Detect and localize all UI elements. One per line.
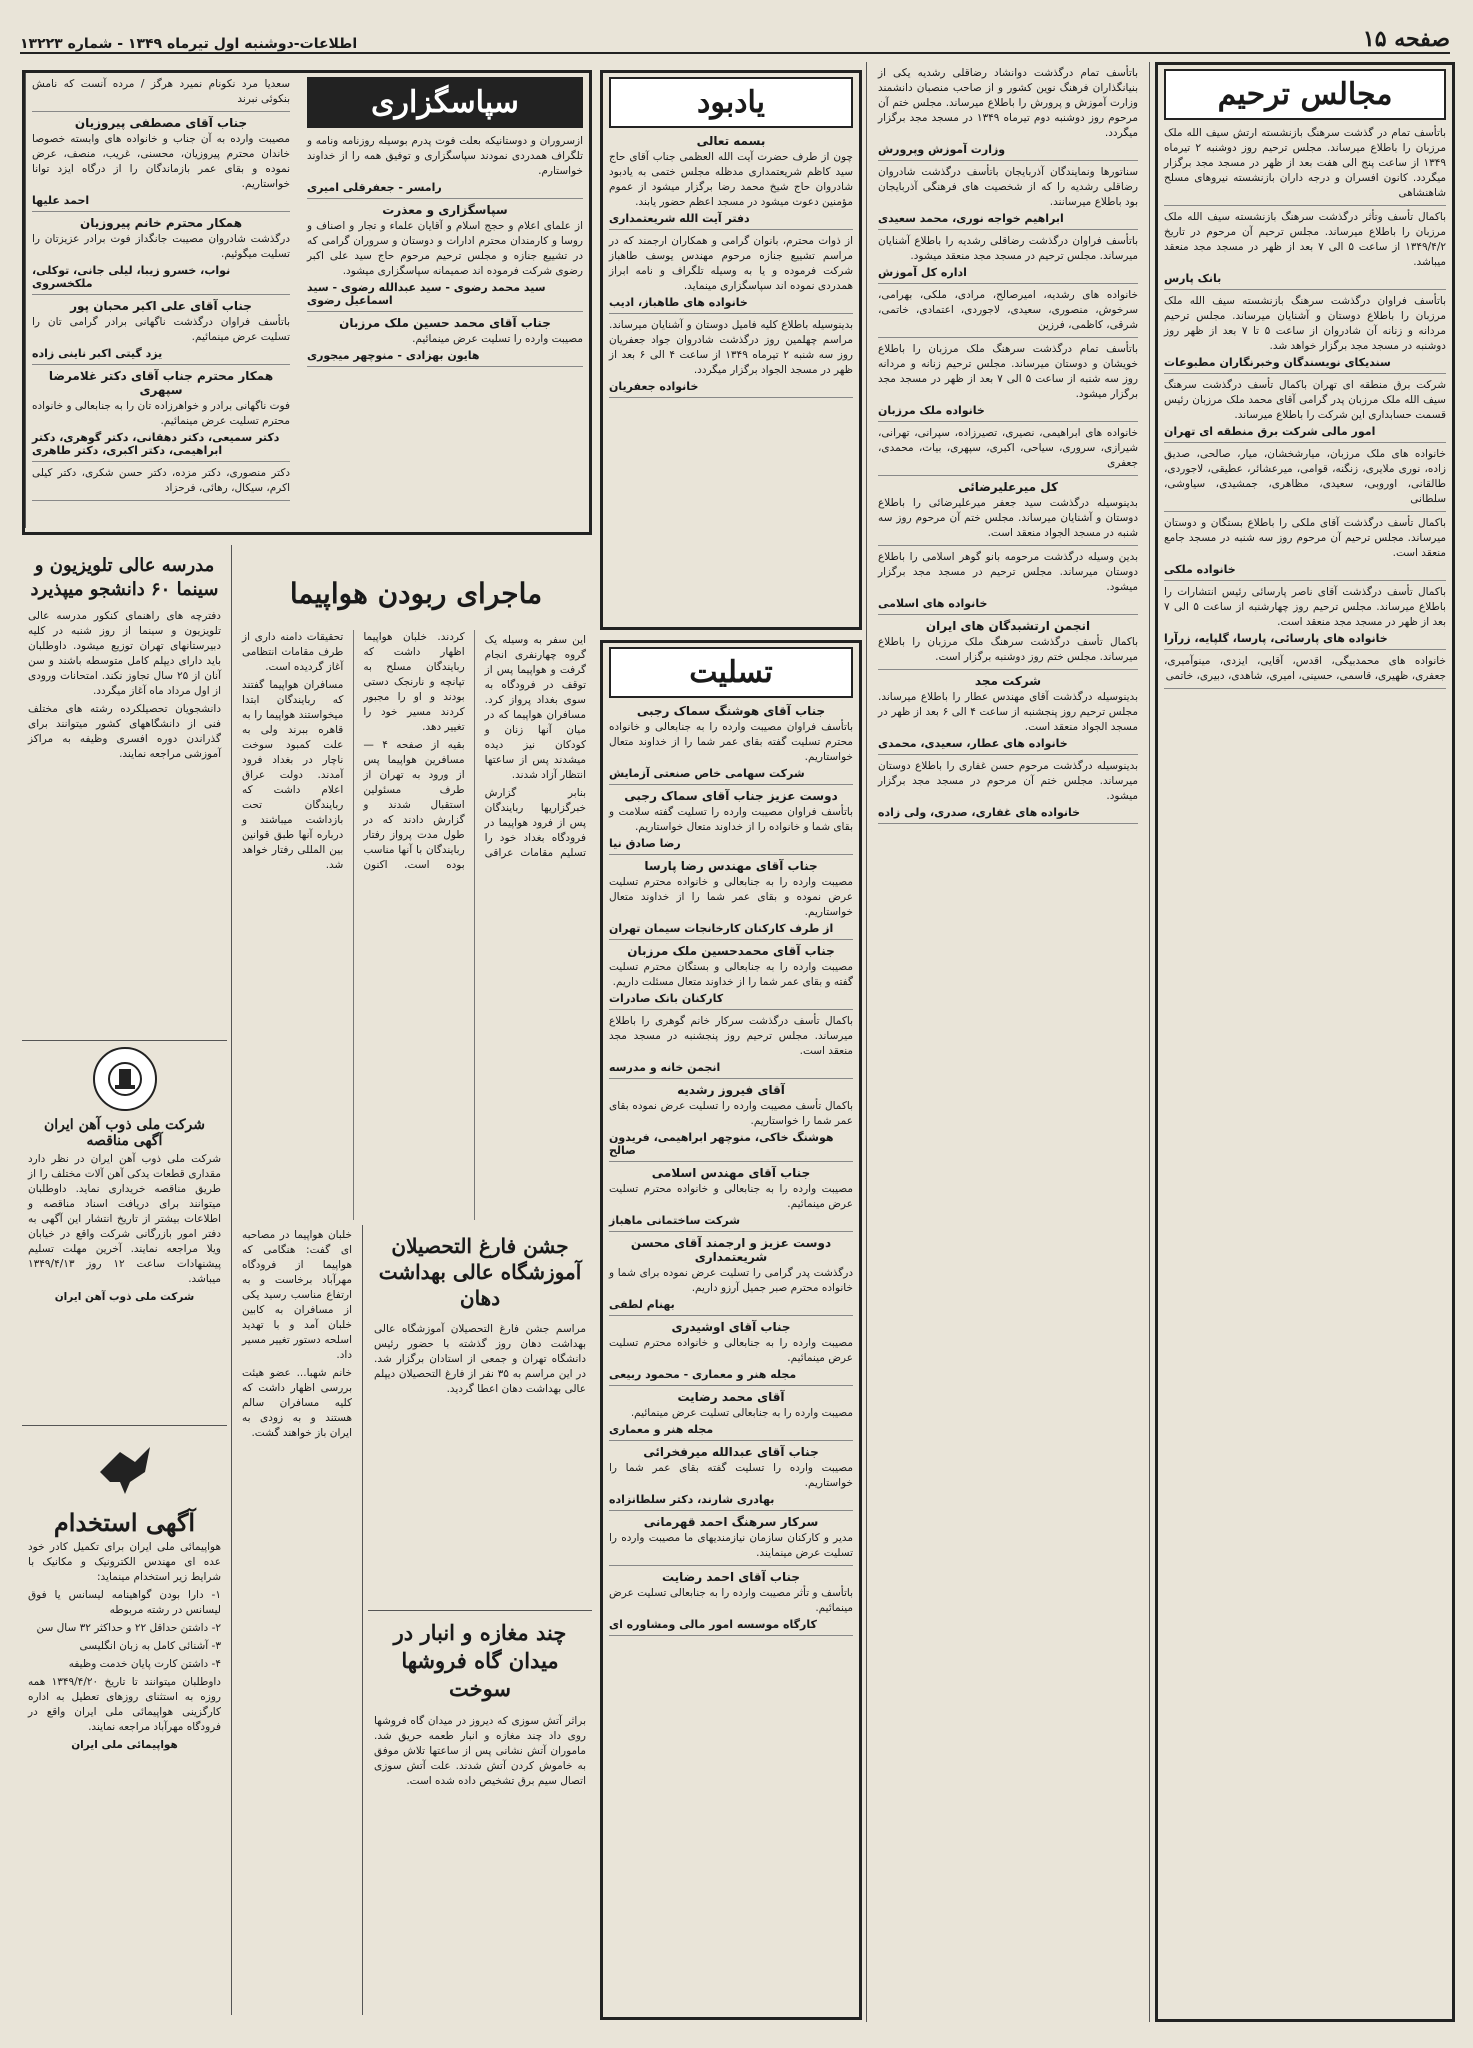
notice-title: سپاسگزاری و معذرت (382, 203, 508, 217)
notice-title: کل میرعلیرضائی (958, 480, 1058, 494)
notice-body: باکمال تأسف درگذشت آقای ملکی را باطلاع بستگان و دوستان میرساند. مجلس ترحیم آن مرحوم روز سه شنبه در مسجد جامع منعقد است. (1164, 517, 1446, 559)
notice-title: سرکار سرهنگ احمد قهرمانی (643, 1515, 819, 1529)
section-header-sepasgozari: سپاسگزاری (307, 77, 583, 128)
notice (609, 859, 853, 940)
notice-body: باکمال تأسف درگذشت سرهنگ ملک مرزبان را باطلاع میرساند. مجلس ختم روز دوشنبه برگزار است. (878, 636, 1138, 663)
notice-title: جناب آقای مهندس اسلامی (651, 1166, 811, 1180)
notice (307, 134, 583, 199)
notice-body: سعدیا مرد نکونام نمیرد هرگز / مرده آنست که نامش بنکوئی نبرند (32, 78, 290, 105)
notice (878, 234, 1138, 284)
column-4 (25, 73, 296, 528)
notice (878, 342, 1138, 422)
notice-body: باکمال تأسف درگذشت آقای ناصر پارسائی رئیس انتشارات را باطلاع میرساند. مجلس ترحیم روز چهارشنبه از ساعت ۵ الی ۷ بعد از ظهر در مسجد مجد منعقد است. (1164, 586, 1446, 628)
hire-headline: آگهی استخدام (53, 1508, 196, 1537)
notice-sig: هایون بهزادی - منوچهر میجوری (307, 349, 480, 362)
notice-body: باتأسف فراوان درگذشت سرهنگ بازنشسته سیف الله ملک مرزبان را باطلاع دوستان و آشنایان میرساند. مجلس ترحیم مردانه و زنانه آن شادروان از ساعت ۵ تا ۷ بعد از ظهر روز دوشنبه در مسجد مجد برگزار خواهد شد. (1164, 295, 1446, 352)
notice (1164, 210, 1446, 290)
notice-body: باتأسف فراوان درگذشت رضاقلی رشدیه را باطلاع آشنایان میرساند. مجلس ترحیم در مسجد مجد منعقد میشود. (878, 235, 1138, 262)
notice-sig: نواب، خسرو زیبا، لیلی جانی، توکلی، ملکخسروی (32, 264, 231, 290)
notice (32, 299, 290, 365)
notice-body: سناتورها ونمایندگان آذربایجان باتأسف درگذشت شادروان رضاقلی رشدیه را که از شخصیت های فرهنگی آذربایجان بود باطلاع میرسانند. (878, 166, 1138, 208)
hijack-headline: ماجرای ربودن هواپیما (289, 577, 543, 610)
notice (1164, 585, 1446, 650)
notice-title: جناب آقای محمدحسین ملک مرزبان (627, 944, 835, 958)
notice-sig: شرکت ساختمانی ماهباز (609, 1214, 741, 1227)
hijack-paragraphs (236, 630, 592, 873)
notice-sig: بهادری شارند، دکتر سلطانزاده (609, 1493, 775, 1506)
notice-title: جناب آقای احمد رضایت (661, 1570, 801, 1584)
notice-body: از ذوات محترم، بانوان گرامی و همکاران ارجمند که در مراسم تشییع جنازه مرحوم مهندس یوسف طاهباز شرکت فرموده و یا به وسیله تلگراف و نامه ابراز همدردی نموده اند سپاسگزاری مینماید. (609, 235, 853, 292)
page-number: صفحه ۱۵ (1362, 26, 1450, 52)
notice-sig: بهنام لطفی (609, 1298, 675, 1311)
notice-body: باتأسف تمام درگذشت دوانشاد رضاقلی رشدیه یکی از بنیانگذاران فرهنگ نوین کشور و از صاحب منصبان دانشمند وزارت آموزش و پرورش را باطلاع میرساند. مجلس ختم آن مرحوم روز دوشنبه دوم تیرماه ۱۳۴۹ در مسجد مجد برگزار میگردد. (878, 67, 1138, 139)
tv-school-article (22, 550, 227, 850)
notice-sig: خانواده جعفریان (609, 380, 699, 393)
column-yadbood (600, 70, 862, 630)
notice-body: چون از طرف حضرت آیت الله العظمی جناب آقای حاج سید کاظم شریعتمداری مدظله مجلس ختمی به یادبود شادروان حاج شیخ محمد رضا برگزار میشود از عموم مؤمنین دعوت میشود در مسجد اعظم حضور یابند. (609, 151, 853, 208)
notice (1164, 378, 1446, 443)
notice (878, 426, 1138, 476)
notice-title: دوست عزیز و ارجمند آقای محسن شریعتمداری (630, 1236, 832, 1264)
notice-body: مصیبت وارده را به جنابعالی و خانواده محترم تسلیت عرض مینمائیم. (609, 1183, 853, 1210)
notice-body: مصیبت وارده را تسلیت گفته بقای عمر شما را خواستاریم. (609, 1462, 853, 1489)
hire-body (22, 1540, 227, 1735)
fire-body: براثر آتش سوزی که دیروز در میدان گاه فروشها روی داد چند مغازه و انبار طعمه حریق شد. ماموران آتش نشانی پس از ساعتها تلاش موفق به خاموش کردن آتش شدند. علت آتش سوزی اتصال سیم برق تشخیص داده شده است. (374, 1715, 586, 1787)
notice-sig: انجمن خانه و مدرسه (609, 1061, 721, 1074)
notice-body: باتأسف فراوان درگذشت ناگهانی برادر گرامی تان را تسلیت عرض مینمائیم. (32, 316, 290, 343)
notice-sig: رضا صادق نیا (609, 837, 681, 850)
notice (307, 203, 583, 312)
notice-body: شرکت برق منطقه ای تهران باکمال تأسف درگذشت سرهنگ سیف الله ملک مرزبان پدر گرامی آقای محمد ملک مرزبان رئیس قسمت حسابداری این شرکت را باطلاع میرساند. (1164, 379, 1446, 421)
notice-body: باکمال تأسف مصیبت وارده را تسلیت عرض نموده بقای عمر شما را خواستاریم. (609, 1100, 853, 1127)
issue-info: اطلاعات-دوشنبه اول تیرماه ۱۳۴۹ - شماره ۱۳۲۲۳ (20, 36, 358, 52)
notice-sig: خانواده ملک مرزبان (878, 404, 985, 417)
col2-notices (872, 66, 1144, 824)
notice-sig: امور مالی شرکت برق منطقه ای تهران (1164, 425, 1376, 438)
notice-body: باتأسف تمام در گذشت سرهنگ بازنشسته ارتش سیف الله ملک مرزبان را باطلاع میرساند. مجلس ترحیم روز دوشنبه ۲ تیرماه ۱۳۴۹ از ساعت پنج الی هفت بعد از ظهر در مسجد مجد برگزار میگردد. کانون افسران و درجه داران بازنشسته نیروهای مسلح شاهنشاهی (1164, 127, 1446, 199)
notice-sig: خانواده های پارسائی، پارسا، گلپایه، زرآرا (1164, 632, 1388, 645)
column-majales-tarhim (1155, 62, 1455, 2022)
notice-body: خانواده های محمدبیگی، اقدس، آقایی، ایزدی، مینوآمیری، جعفری، ظهیری، قاسمی، حسینی، امیری، شاهدی، دبیری، خاتمی (1164, 655, 1446, 682)
notice-title: آقای محمد رضایت (677, 1390, 785, 1404)
notice-body: مصیبت وارده به آن جناب و خانواده های وابسته خصوصا خاندان محترم پیروزیان، محسنی، غریب، منصف، عرض نموده و بقای عمر بازماندگان را از درگاه ایزد توانا خواستاریم. (32, 133, 290, 190)
notice (878, 165, 1138, 230)
notice-title: شرکت مجد (974, 674, 1042, 688)
railway-emblem-icon (93, 1047, 157, 1111)
paragraph: بقیه از صفحه ۴ — مسافرین هواپیما پس از ورود به تهران از طرف مسئولین استقبال شدند و گزارش دادند که در طول مدت پرواز رفتار ربایندگان با آنها مناسب بوده است. اکنون تحقیقات دامنه داری از طرف مقامات انتظامی آغاز گردیده است. (242, 631, 465, 871)
notice-sig: شرکت سهامی خاص صنعتی آزمایش (609, 767, 805, 780)
notice (609, 318, 853, 398)
notice-sig: هوشنگ خاکی، منوچهر ابراهیمی، فریدون صالح (609, 1131, 834, 1157)
notice (307, 316, 583, 367)
fire-headline: چند مغازه و انبار در میدان گاه فروشها سوخت (393, 1620, 567, 1701)
hijack-article (236, 630, 592, 1220)
notice (32, 466, 290, 501)
notice-title: بسمه تعالی (696, 134, 766, 148)
paragraph: ۳- آشنائی کامل به زبان انگلیسی (79, 1640, 221, 1652)
notice-body: باکمال تأسف درگذشت سرکار خانم گوهری را باطلاع میرساند. مجلس ترحیم روز پنجشنبه در مسجد مجد منعقد است. (609, 1015, 853, 1057)
notice (609, 1014, 853, 1079)
railway-title: شرکت ملی ذوب آهن ایران (44, 1117, 205, 1133)
notice-body: باتأسف و تأثر مصیبت وارده را به جنابعالی تسلیت عرض مینمائیم. (609, 1587, 853, 1614)
column-rule (362, 1225, 363, 2015)
paragraph: ۴- داشتن کارت پایان خدمت وظیفه (68, 1658, 221, 1670)
notice (878, 66, 1138, 161)
notice (609, 944, 853, 1010)
notice (609, 1320, 853, 1386)
notice (609, 1236, 853, 1316)
column-2 (872, 62, 1144, 2022)
notice-title: همکار محترم جناب آقای دکتر غلامرضا سپهری (48, 369, 274, 397)
notice (32, 77, 290, 112)
hijack-cont-text: خلبان هواپیما در مصاحبه ای گفت: هنگامی که هواپیما از فرودگاه مهرآباد برخاست و به ارتفاع مناسب رسید یکی از مسافران به کابین خلبان آمد و با تهدید اسلحه دستور تغییر مسیر داد. (242, 1229, 352, 1361)
notice-body: مصیبت وارده را به جنابعالی و بستگان محترم تسلیت گفته و بقای عمر شما را از خداوند متعال مسئلت داریم. (609, 961, 853, 988)
notice-body: باتأسف فراوان مصیبت وارده را به جنابعالی و خانواده محترم تسلیت گفته بقای عمر شما را از خداوند متعال خواستاریم. (609, 721, 853, 763)
section-header-majales-tarhim: مجالس ترحیم (1164, 69, 1446, 120)
notice-title: جناب آقای عبدالله میرفخرائی (643, 1445, 819, 1459)
paragraph: هواپیمائی ملی ایران برای تکمیل کادر خود عده ای مهندس الکترونیک و مکانیک با شرایط زیر استخدام مینماید: (28, 1541, 221, 1583)
column-rule (231, 545, 232, 2015)
notice-sig: از طرف کارکنان کارخانجات سیمان تهران (609, 922, 834, 935)
col5-notices (301, 134, 589, 367)
notice-sig: یزد گیتی اکبر ناینی زاده (32, 347, 163, 360)
notice-title: انجمن ارتشبدگان های ایران (925, 619, 1091, 633)
railway-subtitle: آگهی مناقصه (86, 1133, 163, 1149)
notice-sig: دفتر آیت الله شریعتمداری (609, 212, 750, 225)
column-rule (866, 62, 867, 2022)
tv-school-headline: مدرسه عالی تلویزیون و سینما ۶۰ دانشجو میپذیرد (30, 555, 219, 600)
column-rule (1149, 62, 1150, 2022)
notice (609, 134, 853, 230)
notice-sig: خانواده های عطار، سعیدی، محمدی (878, 737, 1068, 750)
notice-title: جناب آقای محمد حسین ملک مرزبان (339, 316, 551, 330)
notice (609, 1166, 853, 1232)
col3a-notices (603, 134, 859, 398)
notice-title: دوست عزیز جناب آقای سماک رجبی (624, 789, 838, 803)
notice-sig: مجله هنر و معماری - محمود ربیعی (609, 1368, 797, 1381)
graduation-article (368, 1225, 592, 1605)
notice-sig: ابراهیم خواجه نوری، محمد سعیدی (878, 212, 1064, 225)
notice (878, 674, 1138, 755)
column-tasliyat (600, 640, 862, 2020)
notice-sig: احمد علیها (32, 194, 90, 207)
notice-body: مصیبت وارده را به جنابعالی تسلیت عرض مینمائیم. (630, 1407, 853, 1419)
notice (1164, 294, 1446, 374)
notice-sig: خانواده ملکی (1164, 563, 1236, 576)
notice-sig: بانک پارس (1164, 272, 1222, 285)
notice-title: جناب آقای اوشیدری (671, 1320, 791, 1334)
notice (878, 619, 1138, 670)
notice (878, 288, 1138, 338)
notice-body: خانواده های رشدیه، امیرصالح، مرادی، ملکی، بهرامی، سرخوش، منصوری، سعیدی، لاجوردی، اعتمادی، خاتمی، شرقی، کاظمی، فرزین (878, 289, 1138, 331)
notice (1164, 126, 1446, 206)
hire-signature: هواپیمائی ملی ایران (71, 1739, 178, 1751)
col3b-notices (603, 704, 859, 1636)
notice (609, 1083, 853, 1162)
notice-body: باتأسف تمام درگذشت سرهنگ ملک مرزبان را باطلاع خویشان و دوستان میرساند. مجلس ترحیم زنانه و مردانه روز سه شنبه از ساعت ۵ الی ۷ بعد از ظهر در مسجد مجد برگزار میشود. (878, 343, 1139, 400)
notice-sig: مجله هنر و معماری (609, 1423, 714, 1436)
notice-body: مصیبت وارده را به جنابعالی و خانواده محترم تسلیت عرض مینمائیم. (609, 1337, 853, 1364)
paragraph: داوطلبان میتوانند تا تاریخ ۱۳۴۹/۴/۲۰ همه روزه به استثنای روزهای تعطیل به اداره کارگزینی هواپیمائی ملی ایران واقع در فرودگاه مهرآباد مراجعه نمایند. (28, 1676, 221, 1733)
notice-title: جناب آقای مهندس رضا پارسا (644, 859, 818, 873)
notice-body: بدینوسیله درگذشت سید جعفر میرعلیرضائی را باطلاع دوستان و آشنایان میرساند. مجلس ختم آن مرحوم روز سه شنبه در مسجد الجواد منعقد است. (878, 497, 1138, 539)
notice-sig: وزارت آموزش وپرورش (878, 143, 1006, 156)
tv-school-body: دفترچه های راهنمای کنکور مدرسه عالی تلویزیون و سینما از روز شنبه در کلیه دبیرستانهای تهران توزیع میشود. داوطلبان باید دارای دیپلم کامل متوسطه باشند و سن آنان از ۲۵ سال تجاوز نکند. امتحانات ورودی از اول مرداد ماه آغاز میگردد. (28, 610, 221, 697)
army-school-body: دانشجویان تحصیلکرده رشته های مختلف فنی از دانشگاههای کشور میتوانند برای گذراندن دوره افسری وظیفه به مراکز آموزشی مراجعه نمایند. (28, 703, 221, 760)
notice (32, 369, 290, 462)
notice (1164, 516, 1446, 581)
notice (32, 116, 290, 212)
notice-title: آقای فیروز رشدیه (677, 1083, 785, 1097)
top-left-boxed-area (22, 70, 592, 535)
notice (609, 1570, 853, 1636)
notice-sig: خانواده های طاهباز، ادیب (609, 296, 748, 309)
section-header-tasliyat: تسلیت (609, 647, 853, 698)
notice-body: خانواده های ملک مرزبان، میارشخشان، میار، صالحی، صدیق زاده، نوری ملایری، زنگنه، قوامی، میرعشائر، عطیقی، لاجوردی، طالقانی، اوروبی، سعیدی، مظاهری، جمشیدی، سیاوشی، سلطانی (1164, 448, 1446, 505)
notice-body: مصیبت وارده را به جنابعالی و خانواده محترم تسلیت عرض نموده و بقای عمر شما را از خداوند متعال خواستاریم. (609, 876, 853, 918)
notice (609, 1445, 853, 1511)
notice-sig: دکتر سمیعی، دکتر دهقانی، دکتر گوهری، دکتر ابراهیمی، دکتر اکبری، دکتر طاهری (32, 431, 280, 457)
notice (609, 789, 853, 855)
notice-title: همکار محترم خانم پیروزیان (79, 216, 243, 230)
col4-notices (26, 77, 296, 501)
notice-sig: رامسر - جعفرقلی امیری (307, 181, 442, 194)
notice-title: جناب آقای هوشنگ سماک رجبی (636, 704, 826, 718)
notice-title: جناب آقای علی اکبر محبان پور (70, 299, 252, 313)
notice-body: بدین وسیله درگذشت مرحومه بانو گوهر اسلامی را باطلاع دوستان میرساند. مجلس ترحیم در مسجد مجد برگزار میشود. (878, 551, 1138, 593)
notice-sig: سید محمد رضوی - سید عبدالله رضوی - سید اسماعیل رضوی (307, 281, 546, 307)
homa-bird-logo-icon (90, 1432, 160, 1502)
notice (878, 759, 1138, 824)
notice-body: باکمال تأسف وتأثر درگذشت سرهنگ بازنشسته سیف الله ملک مرزبان را باطلاع میرساند. مجلس ترحیم آن مرحوم در تاریخ ۱۳۴۹/۴/۲ از ساعت ۵ الی ۷ بعد از ظهر در مسجد مجد منعقد میباشد. (1164, 211, 1446, 268)
notice-sig: سندیکای نویسندگان وخبرنگاران مطبوعات (1164, 356, 1391, 369)
notice-body: بدینوسیله درگذشت آقای مهندس عطار را باطلاع میرساند. مجلس ترحیم روز پنجشنبه از ساعت ۴ الی ۶ بعد از ظهر در مسجد الجواد منعقد است. (878, 691, 1138, 733)
hijack-continuation (236, 1225, 358, 2015)
notice (609, 1515, 853, 1566)
paragraph: مسافران هواپیما گفتند که ربایندگان ابتدا میخواستند هواپیما را به قاهره ببرند ولی به علت کمبود سوخت ناچار در بغداد فرود آمدند. دولت عراق اعلام داشت که ربایندگان تحت بازداشت میباشند و درباره آنها طبق قوانین بین المللی رفتار خواهد شد. (242, 679, 344, 871)
notice-body: بدینوسیله باطلاع کلیه فامیل دوستان و آشنایان میرساند. مراسم چهلمین روز درگذشت شادروان جواد جعفریان روز سه شنبه ۲ تیرماه ۱۳۴۹ از ساعت ۴ الی ۶ بعد از ظهر در مسجد الجواد برگزار میگردد. (609, 319, 854, 376)
notice-body: خانواده های ابراهیمی، نصیری، تصیرزاده، سپرانی، تهرانی، شیرازی، سروری، سیاحی، اکبری، سپهری، بیات، محمدی، جعفری (878, 427, 1138, 469)
notice-body: دکتر منصوری، دکتر مزده، دکتر حسن شکری، دکتر کیلی اکرم، سیکال، رهائی، فرحزاد (32, 467, 290, 494)
paragraph: این سفر به وسیله یک گروه چهارنفری انجام گرفت و هواپیما پس از توقف در فرودگاه به سوی بغداد پرواز کرد. مسافران هواپیما که در میان آنها زنان و کودکان نیز دیده میشدند پس از ساعتها انتظار آزاد شدند. (484, 634, 586, 781)
paragraph: بنابر گزارش خبرگزاریها ربایندگان پس از فرود هواپیما در فرودگاه بغداد خود را تسلیم مقامات عراقی کردند. خلبان هواپیما اظهار داشت که ربایندگان مسلح به تپانچه و نارنجک دستی بودند و او را مجبور کردند مسیر خود را تغییر دهد. (363, 631, 586, 859)
railway-body: شرکت ملی ذوب آهن ایران در نظر دارد مقداری قطعات یدکی آهن آلات مختلف را از طریق مناقصه خریداری نماید. داوطلبان میتوانند برای دریافت اسناد مناقصه و اطلاعات بیشتر از تاریخ انتشار این آگهی به دفتر امور بازرگانی شرکت واقع در خیابان ویلا مراجعه نمایند. آخرین مهلت تسلیم پیشنهادات ساعت ۱۲ روز ۱۳۴۹/۴/۱۳ میباشد. (28, 1153, 221, 1285)
notice (32, 216, 290, 295)
hire-ad (22, 1425, 227, 2021)
notice (609, 704, 853, 785)
notice-body: از علمای اعلام و حجج اسلام و آقایان علماء و تجار و اصناف و روسا و کارمندان محترم ادارات و دوستان و سروران گرامی که در تشییع جنازه و مجلس ترحیم مرحوم حاج سید علی اکبر رضوی شرکت فرموده اند صمیمانه سپاسگزاری میشود. (307, 220, 583, 277)
railway-signature: شرکت ملی ذوب آهن ایران (54, 1291, 195, 1303)
notice-body: درگذشت شادروان مصیبت جانگداز فوت برادر عزیزتان را تسلیت میگوئیم. (32, 233, 290, 260)
notice (609, 234, 853, 314)
notice (609, 1390, 853, 1441)
masthead (20, 22, 1450, 54)
notice-body: فوت ناگهانی برادر و خواهرزاده تان را به جنابعالی و خانواده محترم تسلیت عرض مینمائیم. (32, 400, 290, 427)
notice-body: بدینوسیله درگذشت مرحوم حسن غفاری را باطلاع دوستان میرساند. مجلس ختم آن مرحوم در مسجد مجد برگزار میشود. (878, 760, 1138, 802)
notice-sig: کارکنان بانک صادرات (609, 992, 724, 1005)
paragraph: ۱- دارا بودن گواهینامه لیسانس یا فوق لیسانس در رشته مربوطه (28, 1589, 221, 1616)
notice-body: مصیبت وارده را تسلیت عرض مینمائیم. (412, 333, 583, 345)
notice (1164, 654, 1446, 689)
fire-article (368, 1610, 592, 2011)
notice-body: مدیر و کارکنان سازمان نیازمندیهای ما مصیبت وارده را تسلیت عرض مینمایند. (609, 1532, 853, 1559)
notice (878, 480, 1138, 546)
notice-body: ازسروران و دوستانیکه بعلت فوت پدرم بوسیله روزنامه ونامه و تلگراف همدردی نمودند سپاسگزاری و توفیق همه را از خداوند خواستارم. (307, 135, 583, 177)
graduation-headline: جشن فارغ التحصیلان آموزشگاه عالی بهداشت دهان (378, 1234, 582, 1310)
railway-ad (22, 1040, 227, 1421)
graduation-body: مراسم جشن فارغ التحصیلان آموزشگاه عالی بهداشت دهان روز گذشته با حضور رئیس دانشگاه تهران و جمعی از استادان برگزار شد. در این مراسم به ۳۵ نفر از فارغ التحصیلان دیپلم عالی بهداشت دهان اعطا گردید. (374, 1323, 586, 1395)
notice-body: درگذشت پدر گرامی را تسلیت عرض نموده برای شما و خانواده محترم صبر جمیل آرزو داریم. (609, 1267, 853, 1294)
notice-sig: اداره کل آموزش (878, 266, 967, 279)
notice-title: جناب آقای مصطفی پیروزیان (74, 116, 248, 130)
notice-body: باتأسف فراوان مصیبت وارده را تسلیت گفته سلامت و بقای شما و خانواده را از خداوند متعال خواستاریم. (609, 806, 853, 833)
notice (1164, 447, 1446, 512)
col1-notices (1158, 126, 1452, 689)
notice-sig: کارگاه موسسه امور مالی ومشاوره ای (609, 1618, 817, 1631)
paragraph: ۲- داشتن حداقل ۲۲ و حداکثر ۳۲ سال سن (36, 1622, 221, 1634)
notice-sig: خانواده های غفاری، صدری، ولی زاده (878, 806, 1081, 819)
column-sepasgozari (301, 73, 589, 528)
hijack-cont-text-2: خانم شهبا... عضو هیئت بررسی اظهار داشت که کلیه مسافران سالم هستند و به زودی به ایران باز خواهند گشت. (242, 1367, 352, 1439)
notice (878, 550, 1138, 615)
section-header-yadbood: یادبود (609, 77, 853, 128)
notice-sig: خانواده های اسلامی (878, 597, 988, 610)
